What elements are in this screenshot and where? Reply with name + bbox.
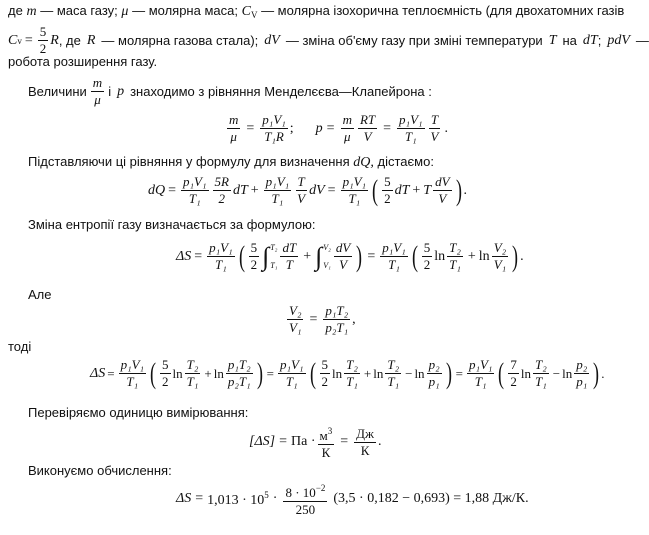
formula-calculation: ΔS = $1,013 \cdot 10^5$ · $\frac{8 \cdot 10^{-2}}{250}$ (3,5 · 0,182 − 0,693) = 1,88 Дж/К.	[176, 483, 529, 517]
paragraph-entropy: Зміна ентропії газу визначається за формулою:	[28, 217, 316, 232]
paragraph-check-units: Перевіряємо одиницю вимірювання:	[28, 405, 249, 420]
paragraph-ale: Але	[28, 287, 52, 302]
text-line-1: де m — маса газу; μ — молярна маса; $C_V$ — молярна ізохорична теплоємність (для двохатомних газів	[8, 3, 625, 20]
paragraph-substitute: Підставляючи ці рівняння у формулу для визначення dQ, дістаємо:	[28, 154, 434, 170]
paragraph-todi: тоді	[8, 339, 32, 354]
formula-units: [ΔS] = Па · $\frac{м^3}{К}$ = $\frac{Дж}{К}$ .	[249, 425, 382, 460]
formula-dQ: dQ = $\frac{\text{p₁V₁}}{\text{T₁}}$ $\frac{5R}{2}$ dT + $\frac{\text{p₁V₁}}{\text{T₁}}$ $\frac{T}{V}$ dV = $\frac{\text{p₁V₁}}{\text{T₁}}$ ( $\frac{5}{2}$ dT + T $\frac{dV}{V}$ ) .	[148, 173, 468, 207]
formula-entropy-result: ΔS = $\frac{\text{p₁V₁}}{\text{T₁}}$ ( $\frac{5}{2}$ ln $\frac{\text{T₂}}{\text{T₁}}$ + ln $\frac{\text{p₁T₂}}{\text{p₂T₁}}$ ) = $\frac{\text{p₁V₁}}{\text{T₁}}$ ( $\frac{5}{2}$ ln $\frac{\text{T₂}}{\text{T₁}}$ + ln $\frac{\text{T₂}}{\text{T₁}}$ − ln $\frac{\text{p₂}}{\text{p₁}}$ ) = $\frac{\text{p₁V₁}}{\text{T₁}}$ ( $\frac{7}{2}$ ln $\frac{\text{T₂}}{\text{T₁}}$ − ln $\frac{\text{p₂}}{\text{p₁}}$ ) .	[90, 356, 605, 390]
text-line-3: робота розширення газу.	[8, 54, 158, 69]
paragraph-values: Величини $\frac{m}{\mu}$ і p знаходимо з рівняння Менделєєва—Клапейрона :	[28, 75, 432, 107]
formula-mendeleev: $\frac{m}{\mu}$ = $\frac{\text{p₁V₁}}{\text{T₁R}}$ ; p = $\frac{m}{\mu}$ $\frac{RT}{V}$ = $\frac{\text{p₁V₁}}{\text{T₁}}$ $\frac{T}{V}$ .	[229, 112, 448, 144]
formula-entropy-integral: ΔS = $\frac{\text{p₁V₁}}{\text{T₁}}$ ( $\frac{5}{2}$ ∫ T₂ T₁ $\frac{dT}{T}$ + ∫ V₂ V₁ $\frac{dV}{V}$ ) = $\frac{\text{p₁V₁}}{\text{T₁}}$ ( $\frac{5}{2}$ ln $\frac{\text{T₂}}{\text{T₁}}$ + ln $\frac{\text{V₂}}{\text{V₁}}$ ) .	[176, 239, 524, 273]
text-line-2: C v = $\frac{5}{2}$ R , де R — молярна газова стала); dV — зміна об'єму газу при зміні температури T на dT ; pdV —	[8, 24, 649, 56]
paragraph-calculate: Виконуємо обчислення:	[28, 463, 172, 478]
formula-volume-ratio: $\frac{\text{V₂}}{\text{V₁}}$ = $\frac{\text{p₁T₂}}{\text{p₂T₁}}$ ,	[289, 303, 356, 335]
